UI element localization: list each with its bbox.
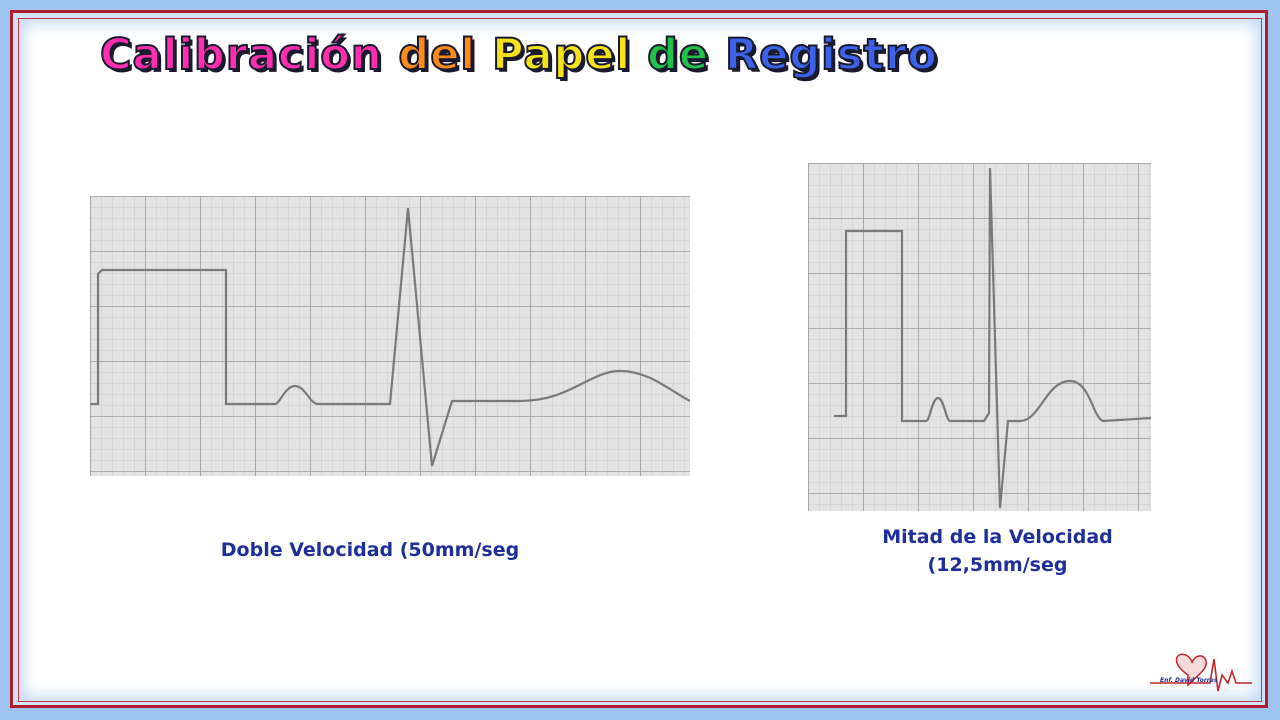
title-word-4: de xyxy=(647,30,710,80)
title-word-3: Papel xyxy=(492,30,632,80)
slide-title xyxy=(100,30,1080,100)
title-word-1: Calibración xyxy=(100,30,383,80)
logo-text: Enf. David Torres xyxy=(1160,677,1218,684)
caption-half-speed-line2: (12,5mm/seg xyxy=(927,554,1068,576)
author-logo xyxy=(1148,645,1253,695)
caption-half-speed xyxy=(840,523,1155,579)
ecg-half-speed-image xyxy=(808,163,1151,511)
caption-double-speed: Doble Velocidad (50mm/seg xyxy=(220,539,520,561)
caption-half-speed-line1: Mitad de la Velocidad xyxy=(882,526,1113,548)
ecg-double-speed-image xyxy=(90,196,690,476)
title-word-2: del xyxy=(398,30,477,80)
title-word-5: Registro xyxy=(725,30,938,80)
